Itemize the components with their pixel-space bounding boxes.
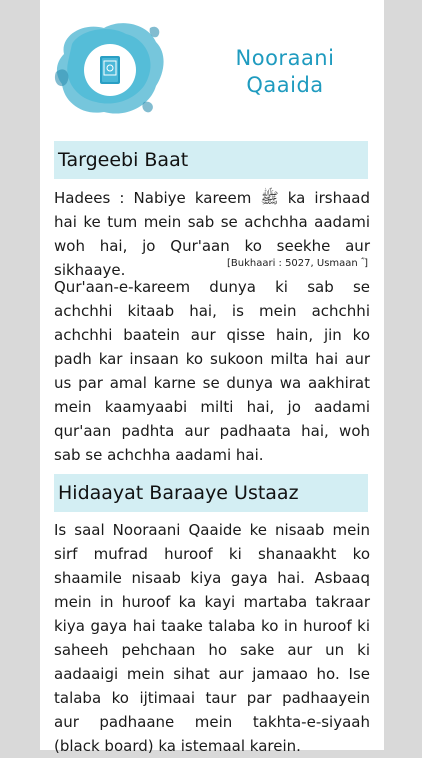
app-title [205, 45, 365, 99]
teacher-instructions-paragraph: Is saal Nooraani Qaaide ke nisaab mein sirf mufrad huroof ki shanaakht ko shaamile nisaab kiya gaya hai. Asbaaq mein in huroof ka kayi martaba takraar kiya gaya hai taake talaba ko in huroof ki saheeh pehchaan ho sake aur un ki aadaaigi mein sihat aur jamaao ho. Ise talaba ko ijtimaai taur par padhaayein aur padhaane mein takhta-e-siyaah (black board) ka istemaal karein. [54, 521, 370, 755]
app-title-line1: Nooraani [235, 46, 335, 70]
hadith-reference: [Bukhaari : 5027, Usmaan ؓ ] [226, 258, 368, 269]
section-title-targeebi: Targeebi Baat [54, 141, 368, 179]
app-title-line2: Qaaida [246, 73, 324, 97]
intro-paragraph: Qur'aan-e-kareem dunya ki sab se achchhi kitaab hai, is mein achchhi achchhi baatein aur qisse hain, jin ko padh kar insaan ko sukoon milta hai aur us par amal karne se dunya wa aakhirat mein kaamyaabi milti hai, jo aadami qur'aan padhta aur padhaata hai, woh sab se achchha aadami hai. [54, 278, 370, 464]
app-logo [52, 14, 172, 124]
hadith-text: Hadees : Nabiye kareem ﷺ ka irshaad hai ke tum mein sab se achchha aadami woh hai, jo Qur'aan ko seekhe aur sikhaaye. [54, 189, 370, 279]
content-page [40, 0, 384, 755]
section-title-hidaayat: Hidaayat Baraaye Ustaaz [54, 474, 368, 512]
quran-book-icon [100, 56, 120, 84]
